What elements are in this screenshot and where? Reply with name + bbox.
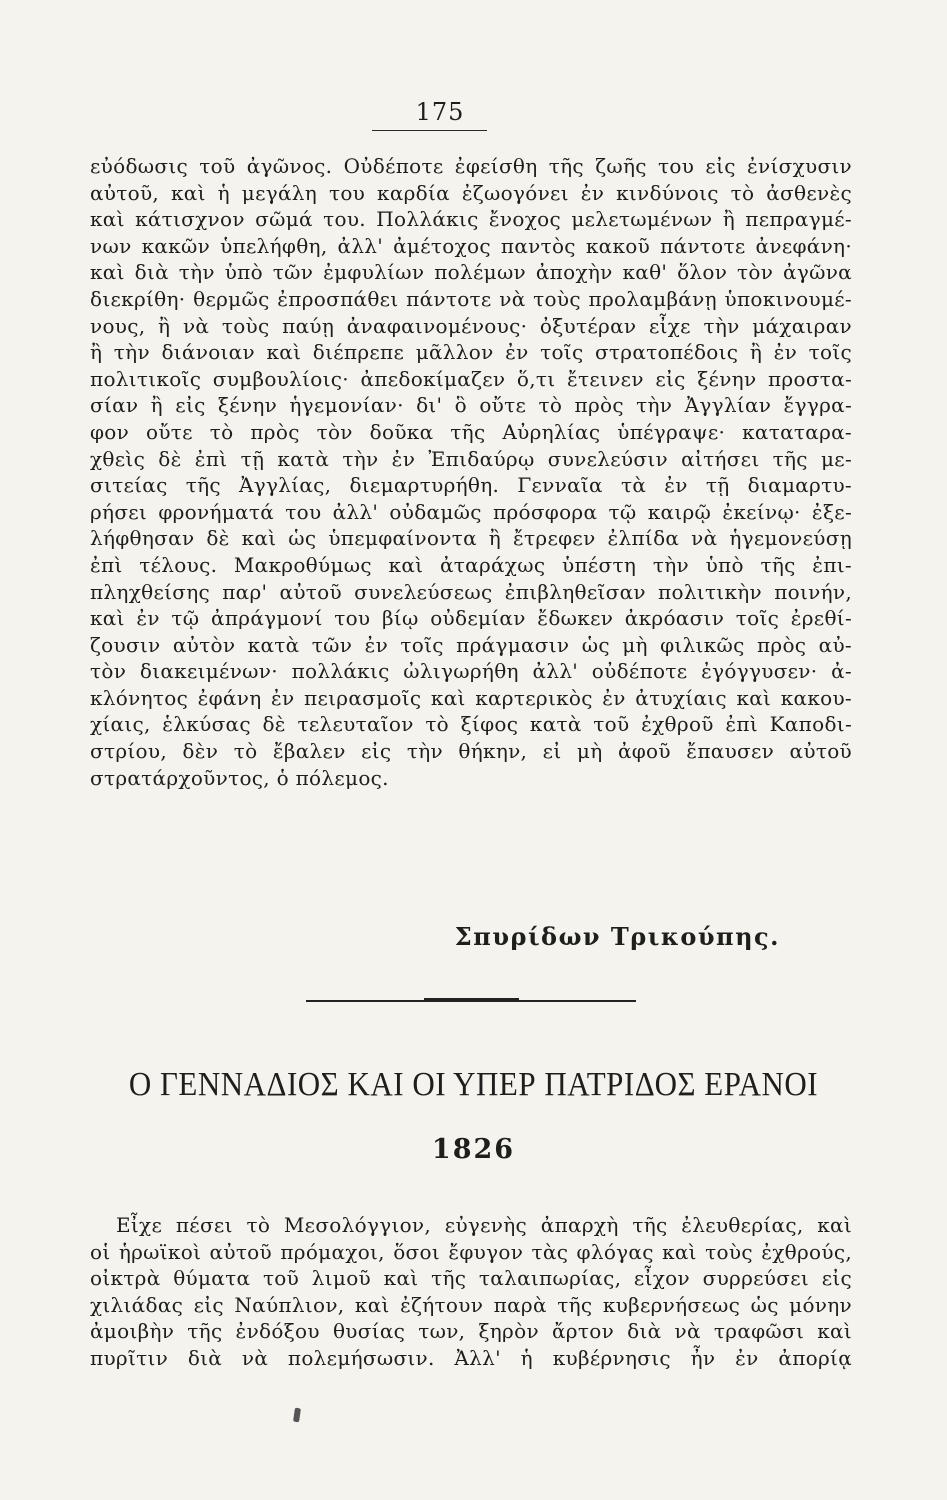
text-line: νων κακῶν ὑπελήφθη, ἀλλ' ἀμέτοχος παντὸς κακοῦ πάντοτε ἀνεφάνη· — [90, 233, 852, 258]
ink-mark — [293, 1408, 301, 1423]
text-line: σίαν ἢ εἰς ξένην ἡγεμονίαν· δι' ὃ οὔτε τὸ πρὸς τὴν Ἀγγλίαν ἔγγρα- — [90, 393, 852, 418]
text-line: ρήσει φρονήματά του ἀλλ' οὐδαμῶς πρόσφορα τῷ καιρῷ ἐκείνῳ· ἐξε- — [90, 499, 852, 524]
text-line: κλόνητος ἐφάνη ἐν πειρασμοῖς καὶ καρτερικὸς ἐν ἀτυχίαις καὶ κακου- — [90, 685, 852, 710]
author-signature: Σπυρίδων Τρικούπης. — [454, 922, 780, 951]
text-line: αὐτοῦ, καὶ ἡ μεγάλη του καρδία ἐζωογόνει ἐν κινδύνοις τὸ ἀσθενὲς — [90, 180, 852, 205]
text-line: ζουσιν αὐτὸν κατὰ τῶν ἐν τοῖς πράγμασιν ὡς μὴ φιλικῶς πρὸς αὐ- — [90, 632, 852, 657]
text-line: στρίου, δὲν τὸ ἔβαλεν εἰς τὴν θήκην, εἰ μὴ ἀφοῦ ἔπαυσεν αὐτοῦ — [90, 739, 852, 764]
text-line: σιτείας τῆς Ἀγγλίας, διεμαρτυρήθη. Γενναῖα τὰ ἐν τῇ διαμαρτυ- — [90, 473, 852, 498]
page-number-rule — [372, 130, 487, 131]
text-line: ἐπὶ τέλους. Μακροθύμως καὶ ἀταράχως ὑπέστη τὴν ὑπὸ τῆς ἐπι- — [90, 552, 852, 577]
text-line: νους, ἢ νὰ τοὺς παύῃ ἀναφαινομένους· ὀξυτέραν εἶχε τὴν μάχαιραν — [90, 313, 852, 338]
paragraph-1 — [90, 153, 852, 791]
text-line: πολιτικοῖς συμβουλίοις· ἀπεδοκίμαζεν ὅ,τι ἔτεινεν εἰς ξένην προστα- — [90, 366, 852, 391]
text-line: καὶ κάτισχνον σῶμά του. Πολλάκις ἔνοχος μελετωμένων ἢ πεπραγμέ- — [90, 207, 852, 232]
text-line: εὐόδωσις τοῦ ἀγῶνος. Οὐδέποτε ἐφείσθη τῆς ζωῆς του εἰς ἐνίσχυσιν — [90, 154, 852, 178]
page-number: 175 — [415, 98, 465, 126]
chapter-heading: Ο ΓΕΝΝΑΔΙΟΣ ΚΑΙ ΟΙ ΥΠΕΡ ΠΑΤΡΙΔΟΣ ΕΡΑΝΟΙ — [128, 1064, 819, 1103]
text-line: λήφθησαν δὲ καὶ ὡς ὑπεμφαίνοντα ἢ ἔτρεφεν ἐλπίδα νὰ ἡγεμονεύσῃ — [90, 526, 852, 551]
text-line: ἢ τὴν διάνοιαν καὶ διέπρεπε μᾶλλον ἐν τοῖς στρατοπέδοις ἢ ἐν τοῖς — [90, 340, 852, 365]
text-line: πληχθείσης παρ' αὐτοῦ συνελεύσεως ἐπιβληθεῖσαν πολιτικὴν ποινήν, — [90, 579, 852, 604]
paragraph-2 — [90, 1212, 852, 1372]
text-line: καὶ ἐν τῷ ἀπράγμονί του βίῳ οὐδεμίαν ἔδωκεν ἀκρόασιν τοῖς ἐρεθί- — [90, 606, 852, 631]
text-line: πυρῖτιν διὰ νὰ πολεμήσωσιν. Ἀλλ' ἡ κυβέρνησις ἦν ἐν ἀπορίᾳ — [90, 1345, 852, 1370]
text-line: οἱ ἡρωϊκοὶ αὐτοῦ πρόμαχοι, ὅσοι ἔφυγον τὰς φλόγας καὶ τοὺς ἐχθρούς, — [90, 1239, 852, 1264]
section-separator — [306, 999, 636, 1002]
separator-thick-rule — [424, 998, 519, 1002]
text-line: Εἶχε πέσει τὸ Μεσολόγγιον, εὐγενὴς ἀπαρχὴ τῆς ἐλευθερίας, καὶ — [116, 1213, 852, 1237]
chapter-year: 1826 — [431, 1134, 516, 1165]
text-line: φον οὔτε τὸ πρὸς τὸν δοῦκα τῆς Αὐρηλίας ὑπέγραψε· καταταρα- — [90, 419, 852, 444]
text-line: οἰκτρὰ θύματα τοῦ λιμοῦ καὶ τῆς ταλαιπωρίας, εἶχον συρρεύσει εἰς — [90, 1266, 852, 1291]
text-line: διεκρίθη· θερμῶς ἐπροσπάθει πάντοτε νὰ τοὺς προλαμβάνῃ ὑποκινουμέ- — [90, 286, 852, 311]
text-line: χιλιάδας εἰς Ναύπλιον, καὶ ἐζήτουν παρὰ τῆς κυβερνήσεως ὡς μόνην — [90, 1292, 852, 1317]
text-line: τὸν διακειμένων· πολλάκις ὠλιγωρήθη ἀλλ' οὐδέποτε ἐγόγγυσεν· ἀ- — [90, 659, 852, 684]
text-line: χθεὶς δὲ ἐπὶ τῇ κατὰ τὴν ἐν Ἐπιδαύρῳ συνελεύσιν αἰτήσει τῆς με- — [90, 446, 852, 471]
text-line: στρατάρχοῦντος, ὁ πόλεμος. — [90, 765, 389, 790]
text-line: χίαις, ἑλκύσας δὲ τελευταῖον τὸ ξίφος κατὰ τοῦ ἐχθροῦ ἐπὶ Καποδι- — [90, 712, 852, 737]
text-line: καὶ διὰ τὴν ὑπὸ τῶν ἐμφυλίων πολέμων ἀποχὴν καθ' ὅλον τὸν ἀγῶνα — [90, 260, 852, 285]
text-line: ἀμοιβὴν τῆς ἐνδόξου θυσίας των, ξηρὸν ἄρτον διὰ νὰ τραφῶσι καὶ — [90, 1319, 852, 1344]
